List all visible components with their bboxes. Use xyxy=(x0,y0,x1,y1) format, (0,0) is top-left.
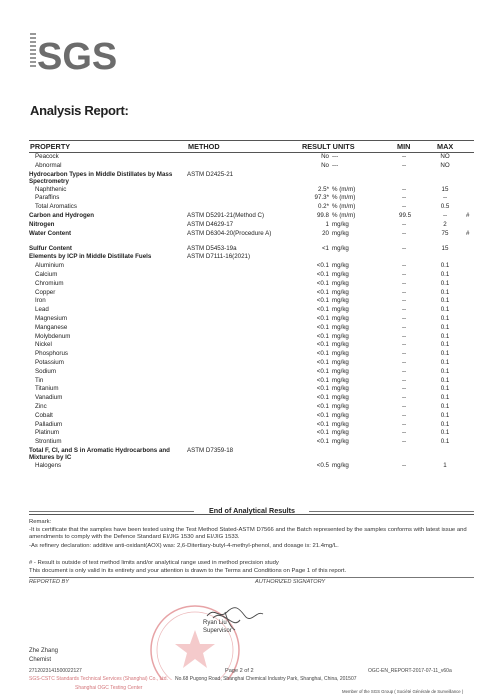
unit-cell: mg/kg xyxy=(332,367,349,375)
result-cell: 2.5* xyxy=(317,185,329,193)
result-cell: <0.1 xyxy=(316,350,329,358)
table-row xyxy=(29,280,474,289)
table-row xyxy=(29,194,474,203)
max-cell: 0.1 xyxy=(440,288,450,296)
max-cell: 0.1 xyxy=(440,332,450,340)
result-cell: <0.1 xyxy=(316,438,329,446)
unit-cell: mg/kg xyxy=(332,288,349,296)
min-cell: -- xyxy=(401,359,407,366)
table-row xyxy=(29,377,474,386)
remark-heading: Remark: xyxy=(29,519,52,525)
min-cell: -- xyxy=(401,385,407,393)
remark-line-4: This document is only valid in its entirety and your attention is drawn to the Terms and Conditions on Page 1 of this report. xyxy=(29,568,347,574)
min-cell: -- xyxy=(401,332,407,340)
min-cell: -- xyxy=(401,244,407,252)
footer-rule xyxy=(29,577,474,578)
min-cell: -- xyxy=(401,429,407,437)
property-cell: Paraffins xyxy=(35,194,60,202)
table-row xyxy=(29,221,474,230)
min-cell: -- xyxy=(401,220,407,228)
property-cell: Naphthenic xyxy=(35,185,67,193)
result-cell: <0.1 xyxy=(316,420,329,428)
max-cell: 75 xyxy=(441,229,449,237)
property-cell: Titanium xyxy=(35,385,59,393)
result-cell: <0.1 xyxy=(316,315,329,322)
table-row xyxy=(29,315,474,324)
property-cell: Manganese xyxy=(35,323,68,331)
table-row xyxy=(29,253,474,262)
max-cell: 0.1 xyxy=(440,411,450,419)
table-row xyxy=(29,271,474,280)
end-rule-right xyxy=(309,511,474,512)
min-cell: -- xyxy=(401,194,407,202)
signature-ryan-liu xyxy=(205,606,265,620)
col-result-units: RESULT UNITS xyxy=(302,142,355,151)
result-cell: <0.1 xyxy=(316,341,329,349)
sgs-group-member: Member of the SGS Group ( Société Générale de Surveillance ) xyxy=(342,689,464,694)
result-cell: 20 xyxy=(322,229,329,237)
max-cell: 0.1 xyxy=(440,385,450,393)
table-row xyxy=(29,333,474,342)
result-cell: <0.1 xyxy=(316,288,329,296)
company-name: SGS-CSTC Standards Technical Services (Shanghai) Co., Ltd. xyxy=(29,676,168,682)
unit-cell: mg/kg xyxy=(332,411,349,419)
unit-cell: mg/kg xyxy=(332,420,349,428)
property-cell: Phosphorus xyxy=(35,350,69,358)
property-cell: Hydrocarbon Types in Middle Distillates by Mass Spectrometry xyxy=(29,170,173,185)
property-cell: Nickel xyxy=(35,341,52,349)
property-cell: Carbon and Hydrogen xyxy=(29,212,94,219)
table-row xyxy=(29,359,474,368)
unit-cell: % (m/m) xyxy=(332,194,356,202)
unit-cell: mg/kg xyxy=(332,297,349,305)
table-row xyxy=(29,186,474,195)
reporter-role: Chemist xyxy=(29,657,52,663)
unit-cell: --- xyxy=(332,153,339,160)
max-cell: 0.1 xyxy=(440,429,450,437)
table-row xyxy=(29,412,474,421)
max-cell: 0.1 xyxy=(440,359,450,366)
max-cell: 0.1 xyxy=(440,271,450,278)
max-cell: 0.1 xyxy=(440,315,450,322)
result-cell: <0.1 xyxy=(316,279,329,287)
result-cell: <0.1 xyxy=(316,367,329,375)
method-cell: ASTM D6304-20(Procedure A) xyxy=(187,229,272,237)
max-cell: 0.1 xyxy=(440,323,450,331)
property-cell: Tin xyxy=(35,376,44,384)
end-rule-left xyxy=(29,511,194,512)
unit-cell: mg/kg xyxy=(332,271,349,278)
result-cell: 97.3* xyxy=(314,194,329,202)
result-cell: <0.1 xyxy=(316,411,329,419)
col-method: METHOD xyxy=(188,142,220,151)
method-cell: ASTM D4629-17 xyxy=(187,220,234,228)
unit-cell: mg/kg xyxy=(332,403,349,410)
table-row xyxy=(29,203,474,212)
form-id: OGC-EN_REPORT-2017-07-11_v60a xyxy=(368,668,452,674)
min-cell: -- xyxy=(401,323,407,331)
result-cell: <0.5 xyxy=(316,462,329,469)
min-cell: -- xyxy=(401,229,407,237)
property-cell: Abnormal xyxy=(35,161,62,169)
unit-cell: % (m/m) xyxy=(332,203,356,211)
property-cell: Palladium xyxy=(35,420,63,428)
unit-cell: mg/kg xyxy=(332,359,349,366)
table-row xyxy=(29,394,474,403)
table-row xyxy=(29,297,474,306)
min-cell: -- xyxy=(401,279,407,287)
authorized-signatory-label: AUTHORIZED SIGNATORY xyxy=(255,579,326,585)
method-cell: ASTM D5291-21(Method C) xyxy=(187,212,265,219)
page-number: Page 2 of 2 xyxy=(225,668,254,674)
table-row xyxy=(29,341,474,350)
min-cell: -- xyxy=(401,376,407,384)
min-cell: -- xyxy=(401,341,407,349)
max-cell: 0.1 xyxy=(440,297,450,305)
property-cell: Nitrogen xyxy=(29,220,55,228)
unit-cell: mg/kg xyxy=(332,220,349,228)
max-cell: 0.1 xyxy=(440,420,450,428)
remark-line-3: # - Result is outside of test method limits and/or analytical range used in method precision study xyxy=(29,560,279,566)
end-of-results xyxy=(29,506,474,518)
max-cell: 15 xyxy=(441,244,449,252)
result-cell: <0.1 xyxy=(316,385,329,393)
property-cell: Lead xyxy=(35,306,49,314)
result-cell: <0.1 xyxy=(316,359,329,366)
result-cell: No xyxy=(321,161,329,169)
col-max: MAX xyxy=(437,142,454,151)
result-cell: <0.1 xyxy=(316,376,329,384)
unit-cell: mg/kg xyxy=(332,244,349,252)
min-cell: -- xyxy=(401,262,407,270)
logo-text: SGS xyxy=(37,36,118,76)
result-cell: <0.1 xyxy=(316,394,329,402)
table-row xyxy=(29,324,474,333)
result-cell: 1 xyxy=(325,220,329,228)
unit-cell: mg/kg xyxy=(332,385,349,393)
unit-cell: --- xyxy=(332,161,339,169)
result-cell: <0.1 xyxy=(316,297,329,305)
max-cell: 0.1 xyxy=(440,262,450,270)
result-cell: <1 xyxy=(321,244,329,252)
sgs-logo xyxy=(30,32,135,76)
min-cell: -- xyxy=(401,203,407,211)
method-cell: ASTM D7359-18 xyxy=(187,447,234,454)
result-cell: <0.1 xyxy=(316,306,329,314)
max-cell: NO xyxy=(440,161,450,169)
table-row xyxy=(29,429,474,438)
min-cell: -- xyxy=(401,438,407,446)
max-cell: 2 xyxy=(443,220,447,228)
property-cell: Aluminium xyxy=(35,262,64,270)
result-cell: <0.1 xyxy=(316,429,329,437)
property-cell: Sulfur Content xyxy=(29,244,72,252)
property-cell: Peacock xyxy=(35,153,59,160)
flag-cell: # xyxy=(466,212,470,219)
remark-line-1: -It is certificate that the samples have been tested using the Test Method Stated-ASTM D7566 and the Batch represented by the samples conforms with latest issue and amendments to comply with the Defence Standard EI/JIG 1530 and EI/JIG 1533. xyxy=(29,527,467,541)
table-row xyxy=(29,385,474,394)
min-cell: -- xyxy=(401,394,407,402)
unit-cell: mg/kg xyxy=(332,229,349,237)
unit-cell: % (m/m) xyxy=(332,185,356,193)
remark-line-2: -As refinery declaration: additive anti-oxidant(AOX) was: 2,6-Ditertiary-butyl-4-methyl-phenol, and dosage is: 21.4mg/L. xyxy=(29,543,339,549)
max-cell: -- xyxy=(442,212,448,219)
property-cell: Zinc xyxy=(35,403,47,410)
col-property: PROPERTY xyxy=(30,142,71,151)
unit-cell: mg/kg xyxy=(332,438,349,446)
table-row xyxy=(29,212,474,221)
method-cell: ASTM D5453-19a xyxy=(187,244,237,252)
max-cell: NO xyxy=(440,153,450,160)
max-cell: 0.1 xyxy=(440,376,450,384)
reporter-name: Zhe Zhang xyxy=(29,648,59,654)
min-cell: 99.5 xyxy=(399,212,412,219)
table-row xyxy=(29,262,474,271)
unit-cell: mg/kg xyxy=(332,429,349,437)
col-min: MIN xyxy=(397,142,411,151)
unit-cell: mg/kg xyxy=(332,462,349,469)
property-cell: Molybdenum xyxy=(35,332,71,340)
max-cell: 0.1 xyxy=(440,279,450,287)
min-cell: -- xyxy=(401,350,407,358)
company-address: No.68 Pugong Road, Shanghai Chemical Industry Park, Shanghai, China, 201507 xyxy=(175,676,357,682)
max-cell: 1 xyxy=(443,462,447,469)
max-cell: 0.1 xyxy=(440,341,450,349)
property-cell: Magnesium xyxy=(35,315,67,322)
result-cell: <0.1 xyxy=(316,262,329,270)
max-cell: 0.1 xyxy=(440,438,450,446)
property-cell: Chromium xyxy=(35,279,64,287)
end-of-results-text: End of Analytical Results xyxy=(208,506,295,515)
max-cell: 0.1 xyxy=(440,367,450,375)
result-cell: 0.2* xyxy=(317,203,329,211)
property-cell: Platinum xyxy=(35,429,60,437)
table-row xyxy=(29,289,474,298)
property-cell: Halogens xyxy=(35,462,62,469)
property-cell: Calcium xyxy=(35,271,58,278)
max-cell: 0.1 xyxy=(440,306,450,314)
min-cell: -- xyxy=(401,271,407,278)
property-cell: Sodium xyxy=(35,367,56,375)
unit-cell: mg/kg xyxy=(332,279,349,287)
table-row xyxy=(29,462,474,471)
unit-cell: mg/kg xyxy=(332,394,349,402)
signatory-role: Supervisor xyxy=(203,628,232,634)
table-row xyxy=(29,170,474,185)
unit-cell: mg/kg xyxy=(332,350,349,358)
table-row xyxy=(29,153,474,162)
min-cell: -- xyxy=(401,288,407,296)
property-cell: Vanadium xyxy=(35,394,63,402)
property-cell: Water Content xyxy=(29,229,72,237)
method-cell: ASTM D7111-16(2021) xyxy=(187,253,251,261)
table-row xyxy=(29,162,474,171)
property-cell: Copper xyxy=(35,288,56,296)
table-row xyxy=(29,245,474,254)
table-row xyxy=(29,230,474,239)
result-cell: <0.1 xyxy=(316,403,329,410)
result-cell: <0.1 xyxy=(316,271,329,278)
min-cell: -- xyxy=(401,153,407,160)
min-cell: -- xyxy=(401,297,407,305)
property-cell: Elements by ICP in Middle Distillate Fuels xyxy=(29,253,152,261)
unit-cell: mg/kg xyxy=(332,323,349,331)
min-cell: -- xyxy=(401,315,407,322)
unit-cell: mg/kg xyxy=(332,262,349,270)
table-row xyxy=(29,368,474,377)
table-row xyxy=(29,438,474,447)
table-row xyxy=(29,403,474,412)
unit-cell: mg/kg xyxy=(332,332,349,340)
results-bottom-rule xyxy=(29,514,474,515)
table-row xyxy=(29,447,474,461)
result-cell: No xyxy=(321,153,329,160)
unit-cell: mg/kg xyxy=(332,306,349,314)
table-row xyxy=(29,350,474,359)
unit-cell: mg/kg xyxy=(332,341,349,349)
table-row xyxy=(29,421,474,430)
unit-cell: % (m/m) xyxy=(332,212,356,219)
max-cell: 15 xyxy=(441,185,449,193)
table-row xyxy=(29,306,474,315)
min-cell: -- xyxy=(401,420,407,428)
result-cell: <0.1 xyxy=(316,332,329,340)
unit-cell: mg/kg xyxy=(332,376,349,384)
min-cell: -- xyxy=(401,411,407,419)
max-cell: 0.1 xyxy=(440,403,450,410)
report-reference: 2712023141500022127 xyxy=(29,668,82,674)
property-cell: Total F, Cl, and S in Aromatic Hydrocarbons and Mixtures by IC xyxy=(29,447,170,461)
max-cell: 0.1 xyxy=(440,394,450,402)
method-cell: ASTM D2425-21 xyxy=(187,170,234,178)
flag-cell: # xyxy=(466,229,470,237)
property-cell: Cobalt xyxy=(35,411,53,419)
header-top-rule xyxy=(29,140,474,141)
property-cell: Potassium xyxy=(35,359,64,366)
min-cell: -- xyxy=(401,306,407,314)
max-cell: 0.5 xyxy=(440,203,450,211)
min-cell: -- xyxy=(401,185,407,193)
min-cell: -- xyxy=(401,403,407,410)
result-cell: 99.8 xyxy=(316,212,329,219)
min-cell: -- xyxy=(401,462,407,469)
testing-center: Shanghai OGC Testing Center xyxy=(75,685,143,691)
signatory-name: Ryan Liu xyxy=(203,620,227,626)
result-cell: <0.1 xyxy=(316,323,329,331)
property-cell: Iron xyxy=(35,297,46,305)
property-cell: Total Aromatics xyxy=(35,203,77,211)
report-title: Analysis Report: xyxy=(30,103,129,118)
property-cell: Strontium xyxy=(35,438,62,446)
max-cell: -- xyxy=(442,194,448,202)
unit-cell: mg/kg xyxy=(332,315,349,322)
min-cell: -- xyxy=(401,161,407,169)
max-cell: 0.1 xyxy=(440,350,450,358)
reported-by-label: REPORTED BY xyxy=(29,579,69,585)
min-cell: -- xyxy=(401,367,407,375)
